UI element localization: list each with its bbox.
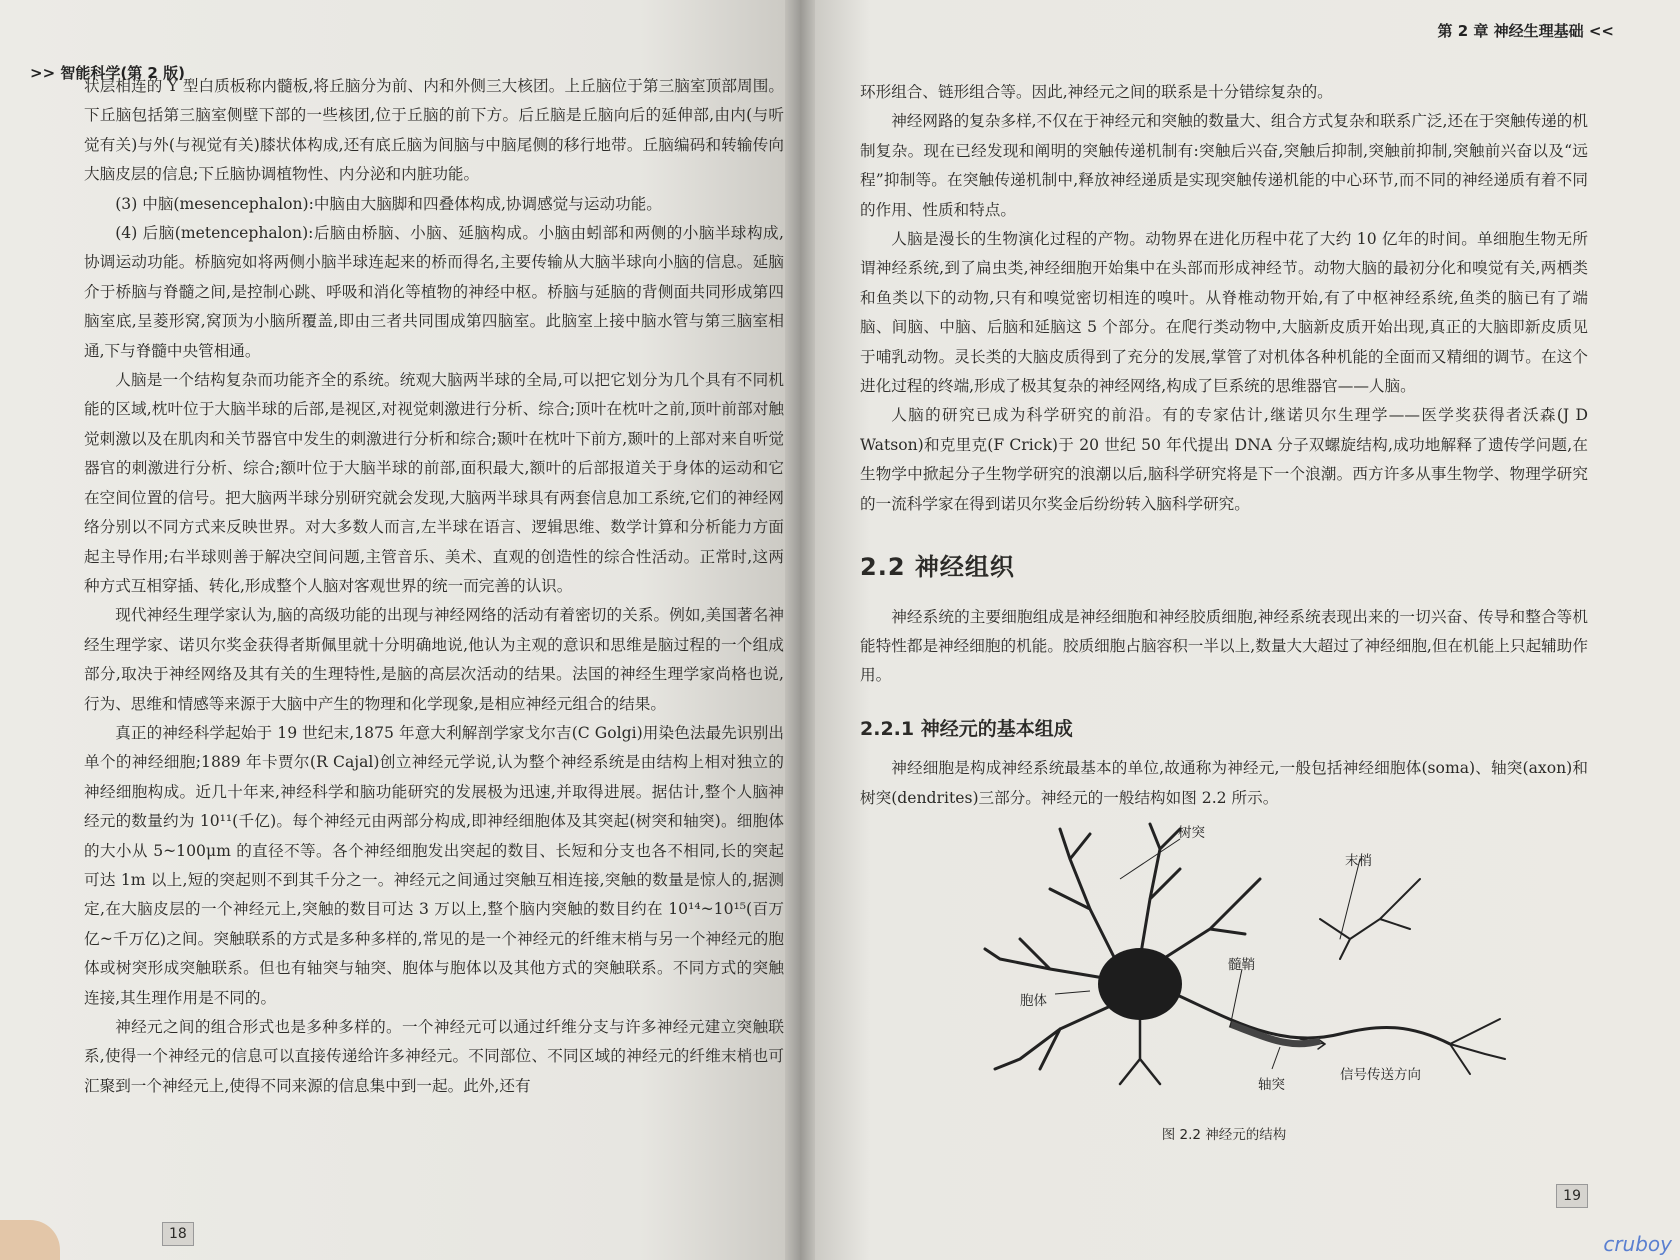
book-gutter [785,0,815,1260]
running-head-right: 第 2 章 神经生理基础 << [1437,22,1614,40]
paragraph: 人脑是漫长的生物演化过程的产物。动物界在进化历程中花了大约 10 亿年的时间。单细胞生物无所谓神经系统,到了扁虫类,神经细胞开始集中在头部而形成神经节。动物大脑的最初分化和嗅觉有关,两栖类和鱼类以下的动物,只有和嗅觉密切相连的嗅叶。从脊椎动物开始,有了中枢神经系统,鱼类的脑已有了端脑、间脑、中脑、后脑和延脑这 5 个部分。在爬行类动物中,大脑新皮质开始出现,真正的大脑即新皮质见于哺乳动物。灵长类的大脑皮质得到了充分的发展,掌管了对机体各种机能的全面而又精细的调节。在这个进化过程的终端,形成了极其复杂的神经网络,构成了巨系统的思维器官——人脑。 [860,230,1588,396]
label-axon: 轴突 [1258,1076,1285,1093]
label-soma: 胞体 [1020,992,1047,1009]
subsection-title: 2.2.1 神经元的基本组成 [860,717,1073,740]
left-body-text [84,72,784,1101]
label-myelin: 髓鞘 [1228,956,1255,973]
page-number-left: 18 [162,1222,194,1246]
paragraph: 现代神经生理学家认为,脑的高级功能的出现与神经网络的活动有着密切的关系。例如,美国著名神经生理学家、诺贝尔奖金获得者斯佩里就十分明确地说,他认为主观的意识和思维是脑过程的一个组成部分,取决于神经网络及其有关的生理特性,是脑的高层次活动的结果。法国的神经生理学家尚格也说,行为、思维和情感等来源于大脑中产生的物理和化学现象,是相应神经元组合的结果。 [84,606,784,713]
paragraph: 神经网路的复杂多样,不仅在于神经元和突触的数量大、组合方式复杂和联系广泛,还在于突触传递的机制复杂。现在已经发现和阐明的突触传递机制有:突触后兴奋,突触后抑制,突触前抑制,突触前兴奋以及“远程”抑制等。在突触传递机制中,释放神经递质是实现突触传递机能的中心环节,而不同的神经递质有着不同的作用、性质和特点。 [860,112,1588,219]
paragraph: 真正的神经科学起始于 19 世纪末,1875 年意大利解剖学家戈尔吉(C Golgi)用染色法最先识别出单个的神经细胞;1889 年卡贾尔(R Cajal)创立神经元学说,认为整个神经系统是由结构上相对独立的神经细胞构成。近几十年来,神经科学和脑功能研究的发展极为迅速,并取得进展。据估计,整个人脑神经元的数量约为 10¹¹(千亿)。每个神经元由两部分构成,即神经细胞体及其突起(树突和轴突)。细胞体的大小从 5~100μm 的直径不等。各个神经细胞发出突起的数目、长短和分支也各不相同,长的突起可达 1m 以上,短的突起则不到其千分之一。神经元之间通过突触互相连接,突触的数量是惊人的,据测定,在大脑皮层的一个神经元上,突触的数目可达 3 万以上,整个脑内突触的数目约在 10¹⁴~10¹⁵(百万亿~千万亿)之间。突触联系的方式是多种多样的,常见的是一个神经元的纤维末梢与另一个神经元的胞体或树突形成突触联系。但也有轴突与轴突、胞体与胞体以及其他方式的突触联系。不同方式的突触连接,其生理作用是不同的。 [84,723,784,1007]
page-number-right: 19 [1556,1184,1588,1208]
paragraph: 神经元之间的组合形式也是多种多样的。一个神经元可以通过纤维分支与许多神经元建立突触联系,使得一个神经元的信息可以直接传递给许多神经元。不同部位、不同区域的神经元的纤维末梢也可汇聚到一个神经元上,使得不同来源的信息集中到一起。此外,还有 [84,1018,784,1095]
watermark: cruboy [1603,1232,1672,1256]
right-page [800,0,1680,1260]
paragraph: 状层相连的 Y 型白质板称内髓板,将丘脑分为前、内和外侧三大核团。上丘脑位于第三脑室顶部周围。下丘脑包括第三脑室侧壁下部的一些核团,位于丘脑的前下方。后丘脑是丘脑向后的延伸部,由内(与听觉有关)与外(与视觉有关)膝状体构成,还有底丘脑为间脑与中脑尾侧的移行地带。丘脑编码和转输传向大脑皮层的信息;下丘脑协调植物性、内分泌和内脏功能。 [84,77,784,184]
running-head-left: >> 智能科学(第 2 版) [30,64,185,82]
paragraph: 环形组合、链形组合等。因此,神经元之间的联系是十分错综复杂的。 [860,83,1333,101]
neuron-illustration [980,819,1540,1099]
label-dendrite: 树突 [1178,824,1205,841]
right-body-text [860,78,1588,1150]
section-title: 2.2 神经组织 [860,553,1015,582]
figure-caption: 图 2.2 神经元的结构 [1161,1126,1287,1143]
left-page [0,0,800,1260]
label-signal-direction: 信号传送方向 [1340,1066,1421,1083]
label-terminal: 末梢 [1345,852,1372,869]
paragraph: (3) 中脑(mesencephalon):中脑由大脑脚和四叠体构成,协调感觉与运动功能。 [115,194,662,213]
paragraph: 神经细胞是构成神经系统最基本的单位,故通称为神经元,一般包括神经细胞体(soma)、轴突(axon)和树突(dendrites)三部分。神经元的一般结构如图 2.2 所示。 [860,759,1588,807]
neuron-figure [980,819,1540,1119]
paragraph: 神经系统的主要细胞组成是神经细胞和神经胶质细胞,神经系统表现出来的一切兴奋、传导和整合等机能特性都是神经细胞的机能。胶质细胞占脑容积一半以上,数量大大超过了神经细胞,但在机能上只起辅助作用。 [860,607,1588,685]
paragraph: (4) 后脑(metencephalon):后脑由桥脑、小脑、延脑构成。小脑由蚓部和两侧的小脑半球构成,协调运动功能。桥脑宛如将两侧小脑半球连起来的桥而得名,主要传输从大脑半球向小脑的信息。延脑介于桥脑与脊髓之间,是控制心跳、呼吸和消化等植物的神经中枢。桥脑与延脑的背侧面共同形成第四脑室底,呈菱形窝,窝顶为小脑所覆盖,即由三者共同围成第四脑室。此脑室上接中脑水管与第三脑室相通,下与脊髓中央管相通。 [84,224,784,360]
paragraph: 人脑是一个结构复杂而功能齐全的系统。统观大脑两半球的全局,可以把它划分为几个具有不同机能的区域,枕叶位于大脑半球的后部,是视区,对视觉刺激进行分析、综合;顶叶在枕叶之前,顶叶前部对触觉刺激以及在肌肉和关节器官中发生的刺激进行分析和综合;颞叶在枕叶下前方,颞叶的上部对来自听觉器官的刺激进行分析、综合;额叶位于大脑半球的前部,面积最大,额叶的后部报道关于身体的运动和它在空间位置的信号。把大脑两半球分别研究就会发现,大脑两半球具有两套信息加工系统,它们的神经网络分别以不同方式来反映世界。对大多数人而言,左半球在语言、逻辑思维、数学计算和分析能力方面起主导作用;右半球则善于解决空间问题,主管音乐、美术、直观的创造性的综合性活动。正常时,这两种方式互相穿插、转化,形成整个人脑对客观世界的统一而完善的认识。 [84,371,784,595]
paragraph: 人脑的研究已成为科学研究的前沿。有的专家估计,继诺贝尔生理学——医学奖获得者沃森(J D Watson)和克里克(F Crick)于 20 世纪 50 年代提出 DNA 分子双螺旋结构,成功地解释了遗传学问题,在生物学中掀起分子生物学研究的浪潮以后,脑科学研究将是下一个浪潮。西方许多从事生物学、物理学研究的一流科学家在得到诺贝尔奖金后纷纷转入脑科学研究。 [860,406,1588,513]
